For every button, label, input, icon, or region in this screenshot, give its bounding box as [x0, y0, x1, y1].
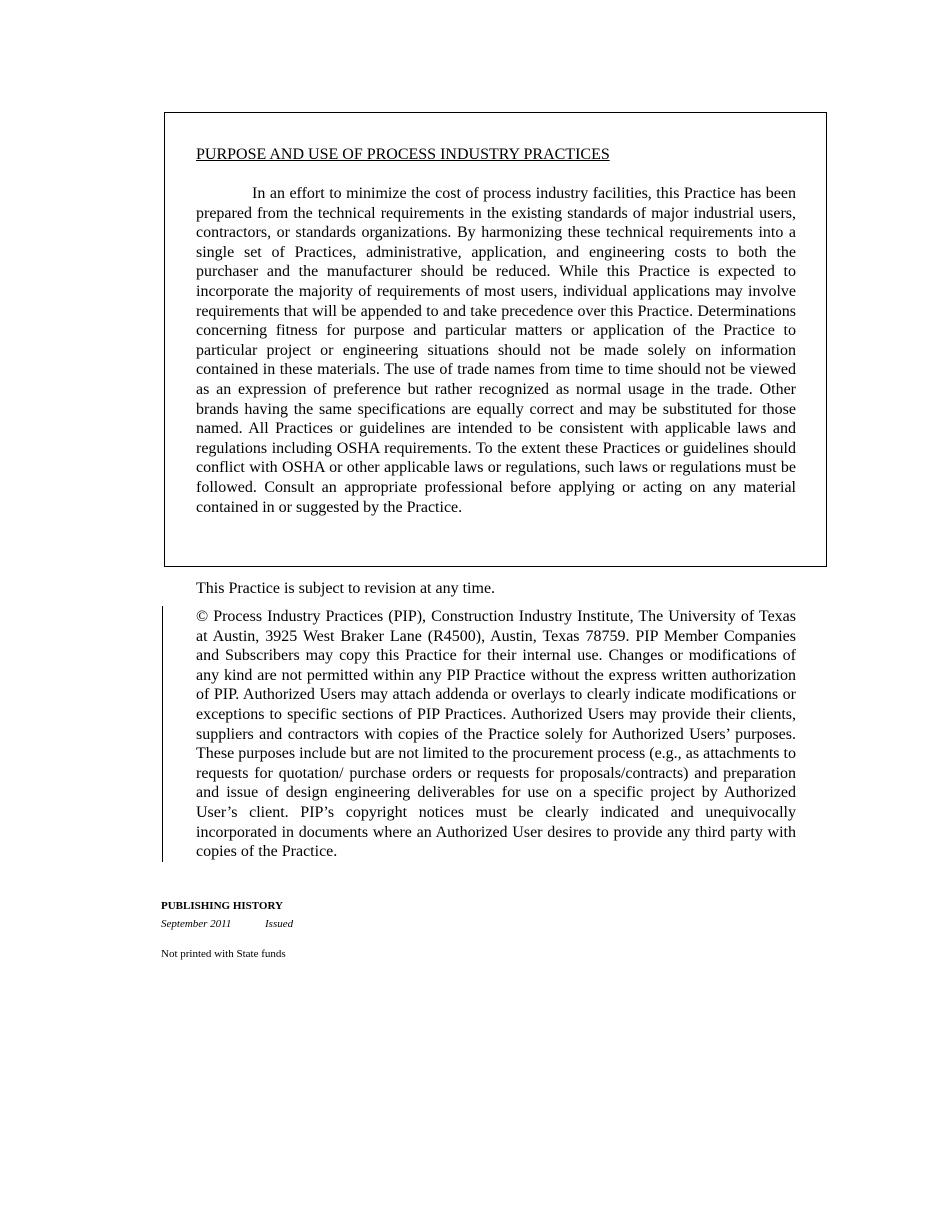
history-date: September 2011	[161, 918, 232, 930]
publishing-history-heading: PUBLISHING HISTORY	[161, 900, 283, 912]
history-status: Issued	[265, 918, 294, 930]
revision-change-bar	[162, 606, 163, 862]
purpose-title: PURPOSE AND USE OF PROCESS INDUSTRY PRACTICES	[196, 146, 610, 163]
revision-note: This Practice is subject to revision at any time.	[196, 580, 496, 597]
purpose-box	[164, 112, 827, 567]
copyright-notice: © Process Industry Practices (PIP), Construction Industry Institute, The University of Texas at Austin, 3925 West Braker Lane (R4500), Austin, Texas 78759. PIP Member Companies and Subscribers may copy this Practice for their internal use. Changes or modifications of any kind are not permitted within any PIP Practice without the express written authorization of PIP. Authorized Users may attach addenda or overlays to clearly indicate modifications or exceptions to specific sections of PIP Practices. Authorized Users may provide their clients, suppliers and contractors with copies of the Practice solely for Authorized Users’ purposes. These purposes include but are not limited to the procurement process (e.g., as attachments to requests for quotation/ purchase orders or requests for proposals/contracts) and preparation and issue of design engineering deliverables for use on a specific project by Authorized User’s client. PIP’s copyright notices must be clearly indicated and unequivocally incorporated in documents where an Authorized User desires to provide any third party with copies of the Practice.	[196, 608, 796, 861]
purpose-body: In an effort to minimize the cost of process industry facilities, this Practice has been prepared from the technical requirements in the existing standards of major industrial users, contractors, or standards organizations. By harmonizing these technical requirements into a single set of Practices, administrative, application, and engineering costs to both the purchaser and the manufacturer should be reduced. While this Practice is expected to incorporate the majority of requirements of most users, individual applications may involve requirements that will be appended to and take precedence over this Practice. Determinations concerning fitness for purpose and particular matters or application of the Practice to particular project or engineering situations should not be made solely on information contained in these materials. The use of trade names from time to time should not be viewed as an expression of preference but rather recognized as normal usage in the trade. Other brands having the same specifications are equally correct and may be substituted for those named. All Practices or guidelines are intended to be consistent with applicable laws and regulations including OSHA requirements. To the extent these Practices or guidelines should conflict with OSHA or other applicable laws or regulations, such laws or regulations must be followed. Consult an appropriate professional before applying or acting on any material contained in or suggested by the Practice.	[196, 185, 796, 516]
publishing-history-entry	[161, 917, 293, 931]
funding-note: Not printed with State funds	[161, 948, 286, 960]
